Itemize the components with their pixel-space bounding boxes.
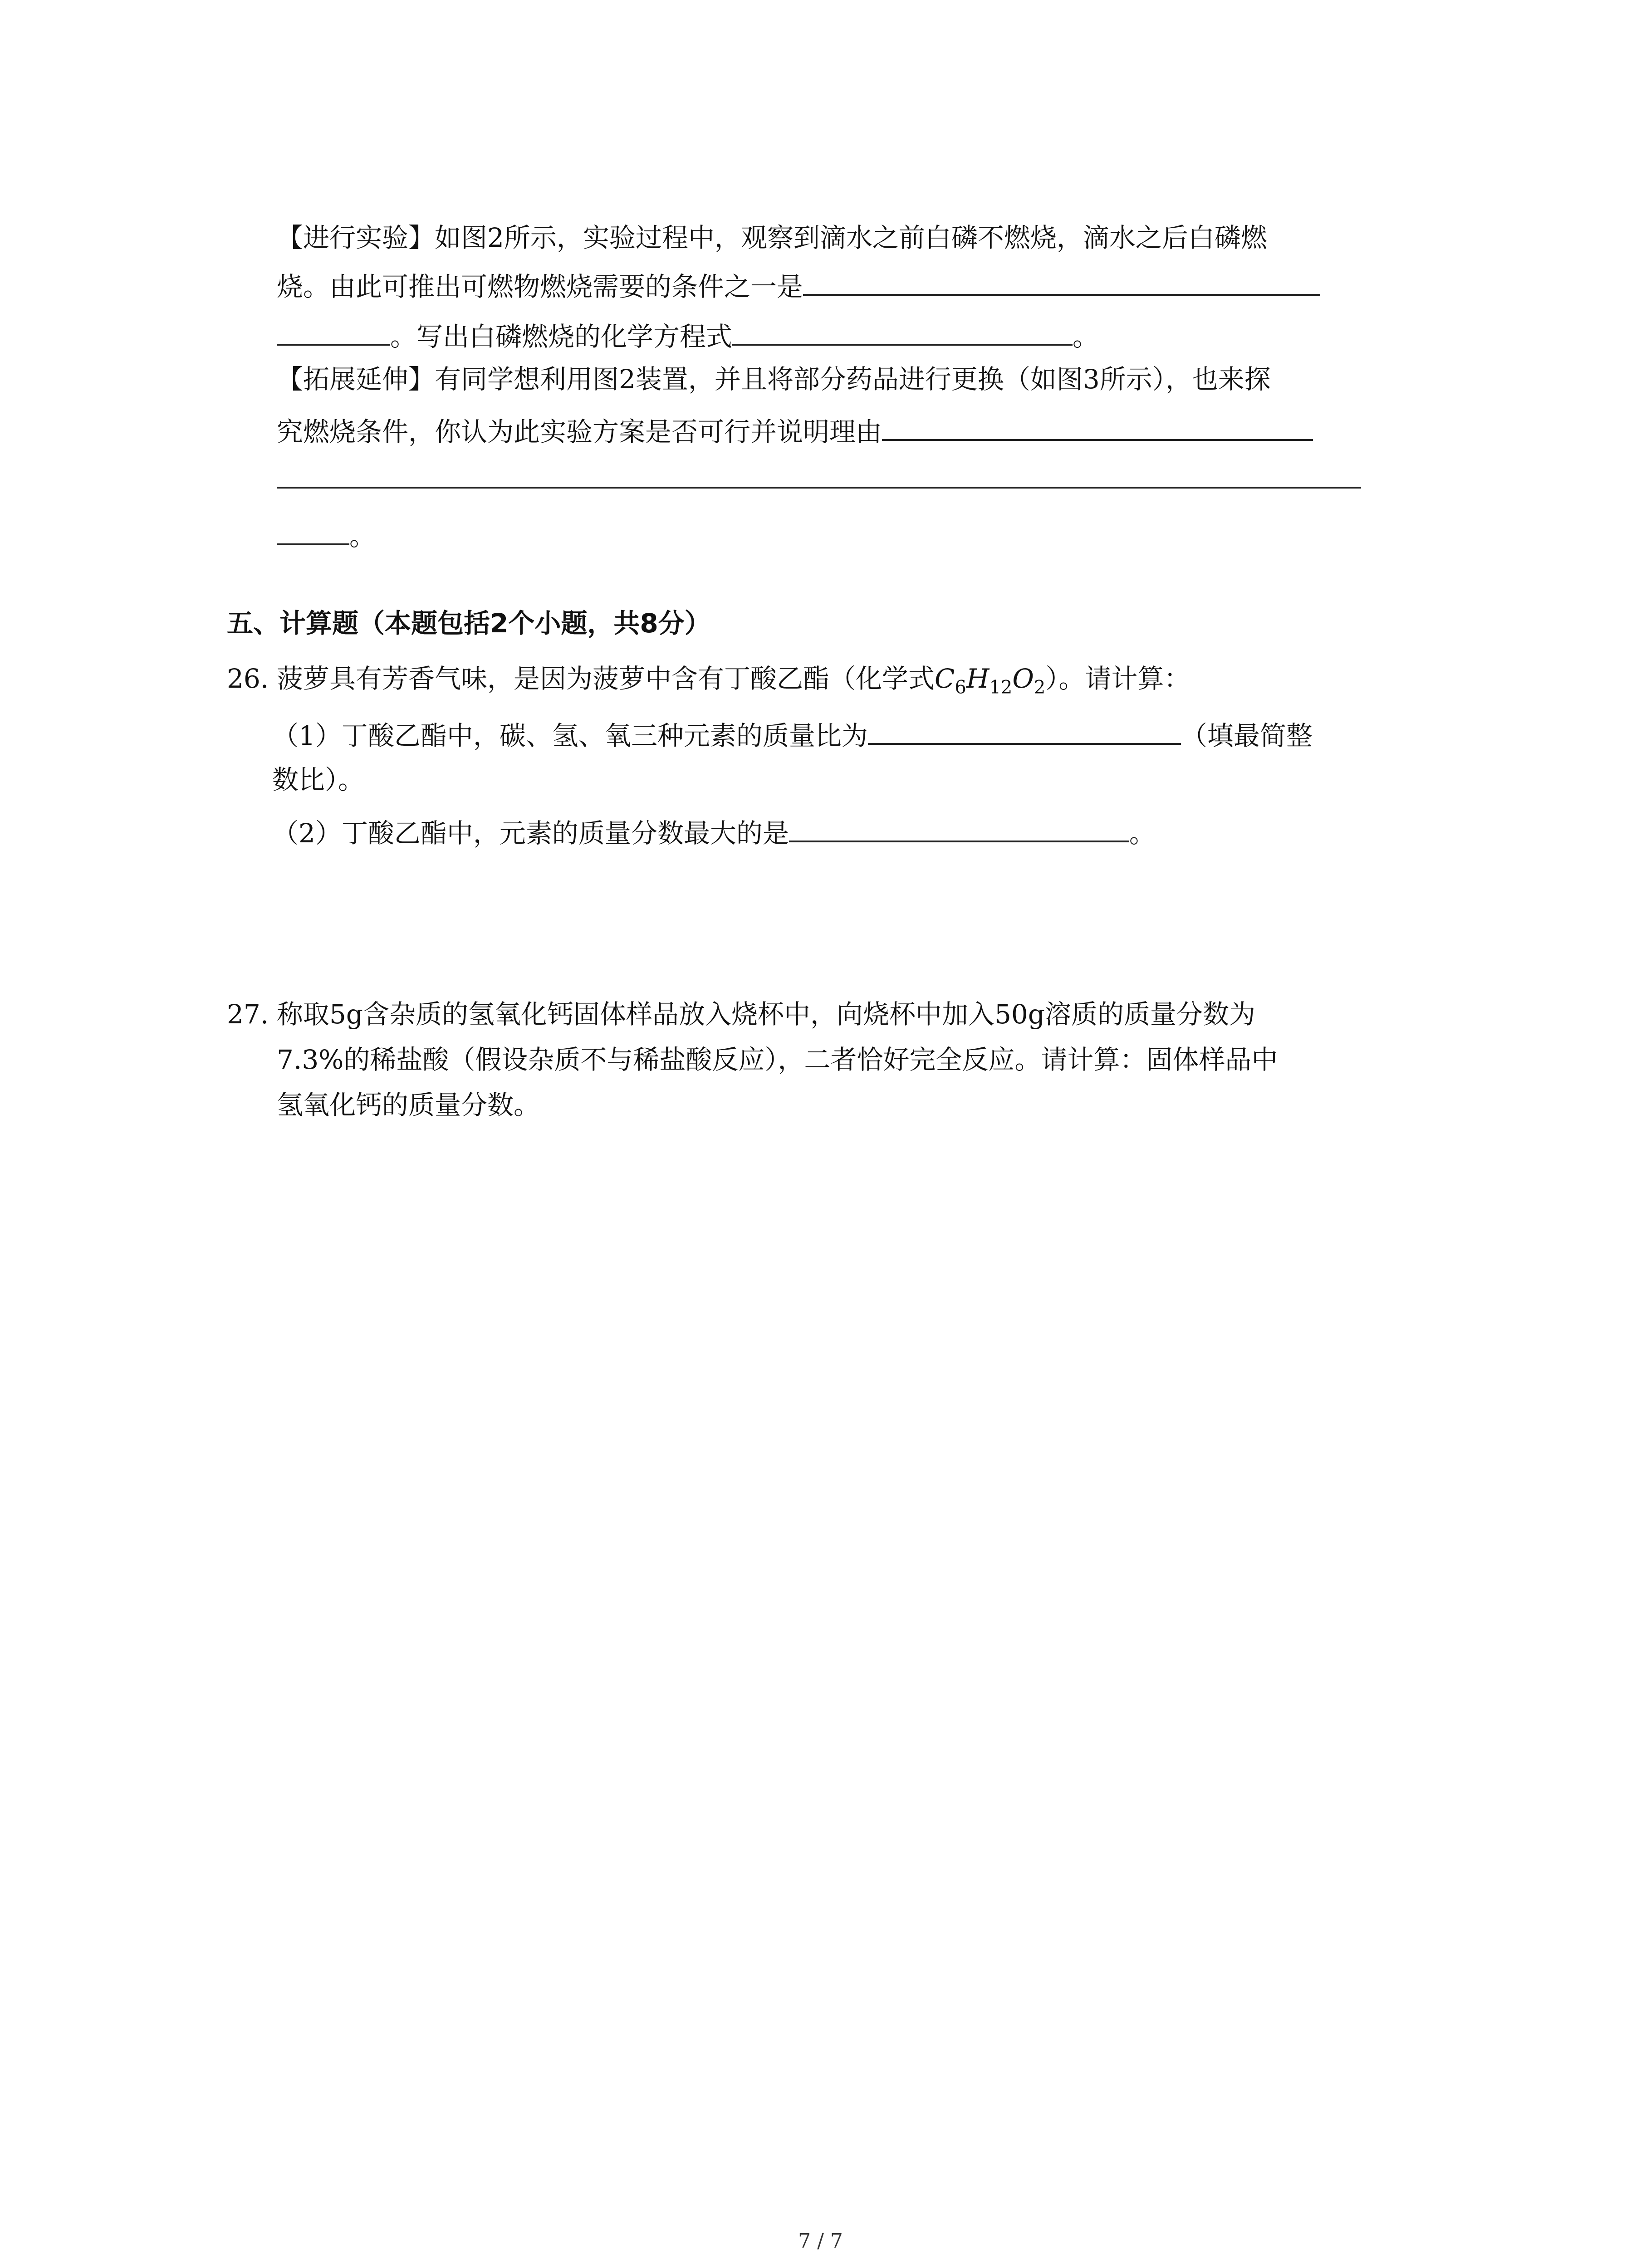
page-number: 7 / 7: [798, 2229, 843, 2253]
answer-blank-mass-ratio[interactable]: [868, 717, 1181, 745]
experiment-paragraph-line-3: [277, 318, 1099, 353]
part-2-text-end: 。: [1129, 818, 1156, 849]
formula-carbon-subscript: 6: [955, 677, 966, 698]
question-27-text-2: 7.3%的稀盐酸（假设杂质不与稀盐酸反应），二者恰好完全反应。请计算：固体样品中: [277, 1044, 1278, 1075]
question-number-27: 27.: [227, 999, 269, 1030]
extension-paragraph-line-4: [277, 517, 376, 552]
question-26-text: 菠萝具有芳香气味，是因为菠萝中含有丁酸乙酯（化学式: [277, 663, 935, 694]
experiment-paragraph-line-2: [277, 268, 1320, 303]
answer-blank-reason-end[interactable]: [277, 517, 349, 545]
part-1-text-continued: 数比）。: [272, 764, 365, 795]
section-heading: [227, 607, 711, 640]
part-1-text-end: （填最简整: [1181, 720, 1313, 751]
extension-paragraph-line-1: [277, 363, 1271, 396]
question-26-part-2: [272, 814, 1156, 850]
answer-blank-combustion-condition[interactable]: [803, 268, 1320, 296]
experiment-text-2: 烧。由此可推出可燃物燃烧需要的条件之一是: [277, 271, 803, 302]
question-27-line-3: [277, 1089, 540, 1121]
answer-blank-condition-continued[interactable]: [277, 318, 390, 346]
formula-carbon: C: [935, 663, 955, 694]
section-heading-text: 五、计算题（本题包括2个小题，共8分）: [227, 608, 711, 639]
question-26-part-1-line-1: [272, 717, 1313, 752]
formula-hydrogen: H: [966, 663, 989, 694]
question-27-line-1: [227, 998, 1255, 1031]
answer-blank-max-element[interactable]: [789, 814, 1129, 842]
question-26-text-end: ）。请计算：: [1045, 663, 1190, 694]
chemical-formula: [935, 663, 1046, 698]
answer-blank-reason[interactable]: [882, 413, 1313, 441]
formula-oxygen: O: [1012, 663, 1034, 694]
experiment-paragraph-line-1: [277, 221, 1267, 254]
extension-paragraph-line-2: [277, 413, 1313, 448]
extension-paragraph-line-3: [277, 460, 1361, 496]
answer-blank-equation[interactable]: [732, 318, 1073, 346]
extension-text-2: 究燃烧条件，你认为此实验方案是否可行并说明理由: [277, 416, 882, 447]
extension-text-end: 。: [349, 521, 376, 552]
extension-text-1: 【拓展延伸】有同学想利用图2装置，并且将部分药品进行更换（如图3所示），也来探: [277, 364, 1271, 395]
experiment-text-3: 。写出白磷燃烧的化学方程式: [390, 321, 733, 352]
question-26-stem: [227, 662, 1190, 704]
part-2-text: （2）丁酸乙酯中，元素的质量分数最大的是: [272, 818, 789, 849]
answer-blank-reason-continued[interactable]: [277, 460, 1361, 489]
question-27-line-2: [277, 1043, 1278, 1076]
formula-hydrogen-subscript: 12: [989, 677, 1013, 698]
experiment-text-3-end: 。: [1073, 321, 1099, 352]
question-number-26: 26.: [227, 663, 269, 694]
part-1-text: （1）丁酸乙酯中，碳、氢、氧三种元素的质量比为: [272, 720, 868, 751]
question-27-text-3: 氢氧化钙的质量分数。: [277, 1090, 540, 1120]
question-26-part-1-line-2: [272, 763, 364, 796]
formula-oxygen-subscript: 2: [1034, 677, 1046, 698]
question-27-text-1: 称取5g含杂质的氢氧化钙固体样品放入烧杯中，向烧杯中加入50g溶质的质量分数为: [277, 999, 1255, 1030]
experiment-text-1: 【进行实验】如图2所示，实验过程中，观察到滴水之前白磷不燃烧，滴水之后白磷燃: [277, 222, 1267, 253]
